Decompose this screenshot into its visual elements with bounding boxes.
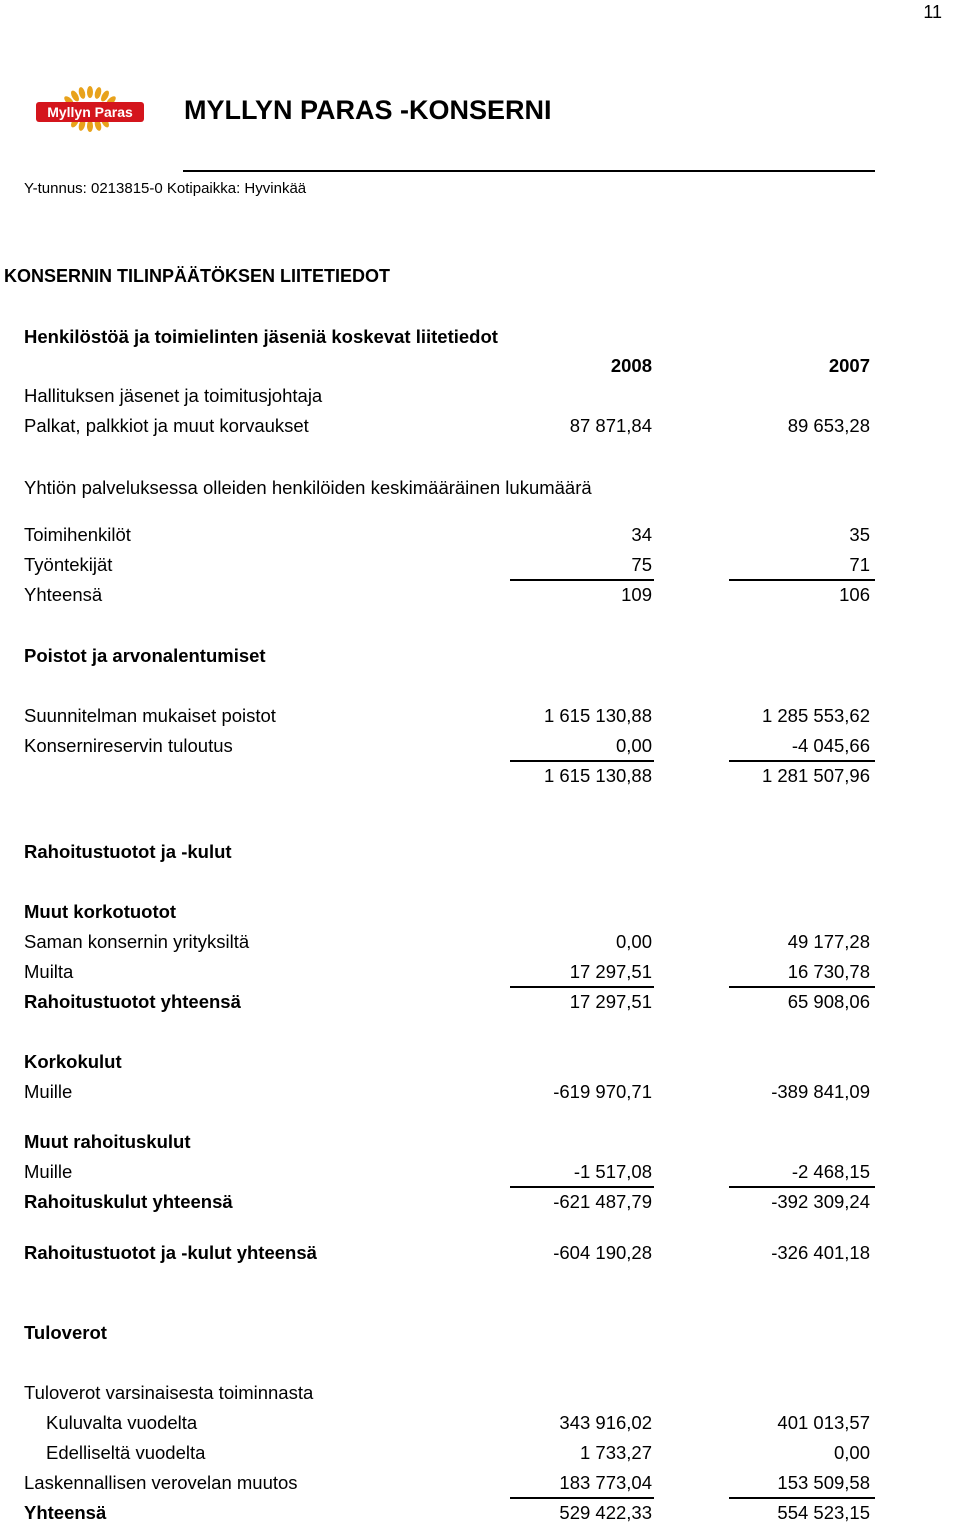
table-row xyxy=(24,1380,870,1406)
table-row xyxy=(24,1470,870,1496)
row-label: Rahoitustuotot ja -kulut yhteensä xyxy=(24,1242,317,1263)
value-2008: 1 733,27 xyxy=(579,1442,652,1463)
company-info: Y-tunnus: 0213815-0 Kotipaikka: Hyvinkää xyxy=(24,180,307,197)
page-number: 11 xyxy=(923,2,942,22)
row-label: Korkokulut xyxy=(24,1051,122,1072)
row-label: Palkat, palkkiot ja muut korvaukset xyxy=(24,415,309,436)
table-row xyxy=(24,1049,870,1075)
value-2008: 17 297,51 xyxy=(569,961,652,982)
row-label: Henkilöstöä ja toimielinten jäseniä koskevat liitetiedot xyxy=(24,326,498,347)
sum-underline xyxy=(729,760,875,762)
table-row xyxy=(24,1500,870,1526)
value-2008: 87 871,84 xyxy=(569,415,652,436)
value-2008: 1 615 130,88 xyxy=(543,705,652,726)
table-row xyxy=(24,1079,870,1105)
value-2007: -392 309,24 xyxy=(771,1191,870,1212)
value-2007: 2007 xyxy=(828,355,870,376)
row-label: Rahoitustuotot yhteensä xyxy=(24,991,241,1012)
value-2008: 109 xyxy=(621,584,652,605)
sum-underline xyxy=(729,1497,875,1499)
table-row xyxy=(24,1159,870,1185)
value-2008: 34 xyxy=(631,524,652,545)
row-label: Tuloverot xyxy=(24,1322,107,1343)
table-row xyxy=(24,839,870,865)
row-label: Muut korkotuotot xyxy=(24,901,177,922)
value-2008: -1 517,08 xyxy=(573,1161,652,1182)
table-row xyxy=(24,1240,870,1266)
value-2007: 1 281 507,96 xyxy=(761,765,870,786)
table-row xyxy=(24,763,870,789)
table-row xyxy=(24,733,870,759)
value-2008: 75 xyxy=(631,554,652,575)
row-label: Muut rahoituskulut xyxy=(24,1131,191,1152)
row-label: Tuloverot varsinaisesta toiminnasta xyxy=(24,1382,314,1403)
value-2007: 71 xyxy=(849,554,870,575)
sum-underline xyxy=(510,986,654,988)
value-2007: 65 908,06 xyxy=(787,991,870,1012)
value-2007: -326 401,18 xyxy=(771,1242,870,1263)
value-2008: 2008 xyxy=(610,355,652,376)
sum-underline xyxy=(510,579,654,581)
value-2007: 49 177,28 xyxy=(787,931,870,952)
table-row xyxy=(24,1129,870,1155)
value-2007: 35 xyxy=(849,524,870,545)
row-label: Yhtiön palveluksessa olleiden henkilöiden keskimääräinen lukumäärä xyxy=(24,477,592,498)
value-2007: 401 013,57 xyxy=(777,1412,870,1433)
row-label: Rahoitustuotot ja -kulut xyxy=(24,841,232,862)
sum-underline xyxy=(510,1497,654,1499)
myllyn-paras-logo xyxy=(36,80,144,142)
table-row xyxy=(24,643,870,669)
row-label: Muilta xyxy=(24,961,74,982)
value-2008: -604 190,28 xyxy=(553,1242,652,1263)
table-row xyxy=(24,324,870,350)
value-2007: 106 xyxy=(839,584,870,605)
value-2007: 0,00 xyxy=(833,1442,870,1463)
table-row xyxy=(24,552,870,578)
value-2008: 0,00 xyxy=(615,735,652,756)
row-label: Yhteensä xyxy=(24,1502,107,1523)
row-label: Työntekijät xyxy=(24,554,113,575)
row-label: Rahoituskulut yhteensä xyxy=(24,1191,233,1212)
table-row xyxy=(24,1320,870,1346)
section-title: KONSERNIN TILINPÄÄTÖKSEN LIITETIEDOT xyxy=(4,266,391,286)
value-2007: 153 509,58 xyxy=(777,1472,870,1493)
row-label: Edelliseltä vuodelta xyxy=(46,1442,206,1463)
sum-underline xyxy=(729,986,875,988)
document-title: MYLLYN PARAS -KONSERNI xyxy=(184,95,552,125)
value-2007: 554 523,15 xyxy=(777,1502,870,1523)
header-rule xyxy=(183,170,875,172)
value-2008: 529 422,33 xyxy=(559,1502,652,1523)
table-row xyxy=(24,582,870,608)
value-2007: -4 045,66 xyxy=(791,735,870,756)
row-label: Laskennallisen verovelan muutos xyxy=(24,1472,298,1493)
row-label: Suunnitelman mukaiset poistot xyxy=(24,705,276,726)
sum-underline xyxy=(510,1186,654,1188)
value-2007: 1 285 553,62 xyxy=(761,705,870,726)
value-2008: 1 615 130,88 xyxy=(543,765,652,786)
value-2008: -619 970,71 xyxy=(553,1081,652,1102)
value-2008: -621 487,79 xyxy=(553,1191,652,1212)
value-2007: 89 653,28 xyxy=(787,415,870,436)
row-label: Toimihenkilöt xyxy=(24,524,131,545)
value-2008: 343 916,02 xyxy=(559,1412,652,1433)
table-row xyxy=(24,353,870,379)
table-row xyxy=(24,1189,870,1215)
table-row xyxy=(24,989,870,1015)
row-label: Muille xyxy=(24,1081,73,1102)
table-row xyxy=(24,959,870,985)
row-label: Saman konsernin yrityksiltä xyxy=(24,931,250,952)
table-row xyxy=(24,522,870,548)
table-row xyxy=(24,413,870,439)
row-label: Hallituksen jäsenet ja toimitusjohtaja xyxy=(24,385,323,406)
sum-underline xyxy=(729,579,875,581)
value-2008: 183 773,04 xyxy=(559,1472,652,1493)
table-row xyxy=(24,383,870,409)
table-row xyxy=(24,899,870,925)
sum-underline xyxy=(510,760,654,762)
value-2007: -2 468,15 xyxy=(791,1161,870,1182)
table-row xyxy=(24,929,870,955)
table-row xyxy=(24,703,870,729)
table-row xyxy=(24,1440,870,1466)
value-2007: 16 730,78 xyxy=(787,961,870,982)
row-label: Konsernireservin tuloutus xyxy=(24,735,233,756)
sum-underline xyxy=(729,1186,875,1188)
table-row xyxy=(24,1410,870,1436)
value-2008: 0,00 xyxy=(615,931,652,952)
row-label: Yhteensä xyxy=(24,584,103,605)
row-label: Muille xyxy=(24,1161,73,1182)
value-2007: -389 841,09 xyxy=(771,1081,870,1102)
row-label: Kuluvalta vuodelta xyxy=(46,1412,198,1433)
table-row xyxy=(24,475,870,501)
row-label: Poistot ja arvonalentumiset xyxy=(24,645,266,666)
logo-text: Myllyn Paras xyxy=(47,104,133,120)
value-2008: 17 297,51 xyxy=(569,991,652,1012)
